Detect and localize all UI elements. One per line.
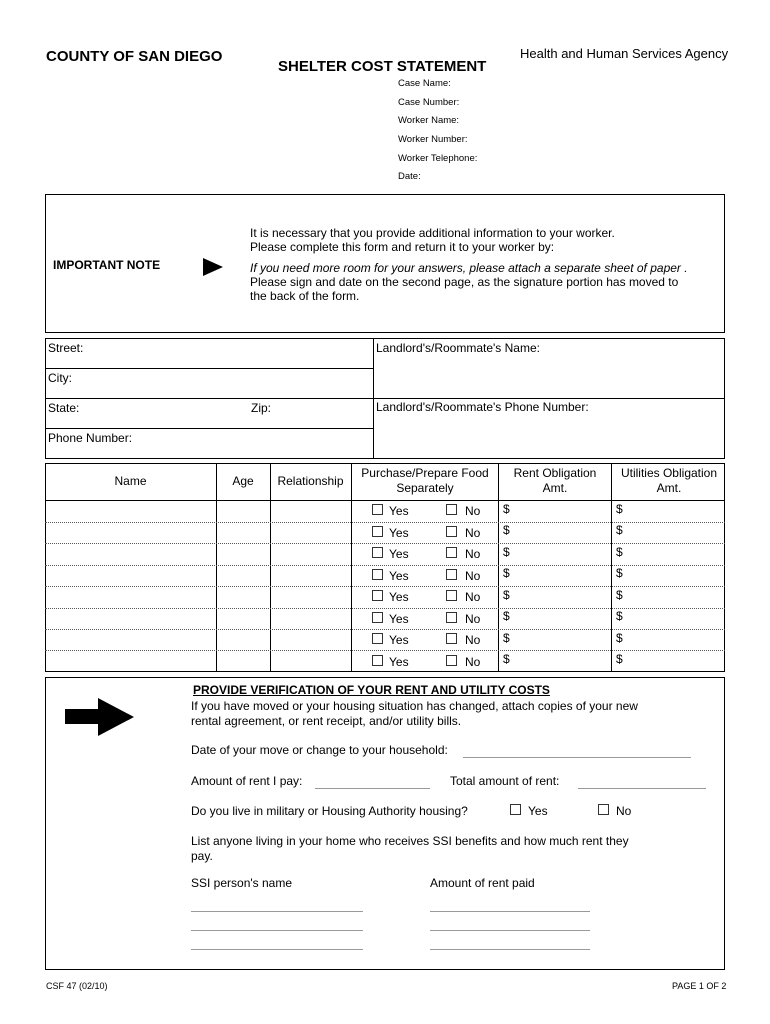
rent-pay-label: Amount of rent I pay:: [191, 774, 303, 788]
total-rent-input[interactable]: [578, 788, 706, 789]
worker-telephone-field[interactable]: Worker Telephone:: [398, 153, 478, 164]
utilities-amount-field[interactable]: $: [616, 609, 623, 623]
utilities-amount-field[interactable]: $: [616, 566, 623, 580]
right-arrow-head-icon: [98, 698, 134, 736]
form-id: CSF 47 (02/10): [46, 981, 108, 991]
note-line-1: It is necessary that you provide additional information to your worker.: [250, 226, 615, 240]
rent-amount-field[interactable]: $: [503, 631, 510, 645]
ssi-name-header: SSI person's name: [191, 876, 293, 890]
ssi-name-input[interactable]: [191, 930, 363, 931]
yes-label: Yes: [389, 569, 409, 583]
ssi-rent-input[interactable]: [430, 949, 590, 950]
landlord-phone-field[interactable]: Landlord's/Roommate's Phone Number:: [376, 400, 589, 414]
important-note-text: [250, 226, 690, 303]
food-yes-checkbox[interactable]: [372, 569, 383, 580]
worker-name-field[interactable]: Worker Name:: [398, 115, 460, 126]
utilities-amount-field[interactable]: $: [616, 545, 623, 559]
yes-label: Yes: [389, 504, 409, 518]
total-rent-label: Total amount of rent:: [450, 774, 560, 788]
rent-amount-field[interactable]: $: [503, 652, 510, 666]
utilities-amount-field[interactable]: $: [616, 588, 623, 602]
note-rest: Please sign and date on the second page, as the signature portion has moved to the back of the form.: [250, 275, 679, 303]
food-no-checkbox[interactable]: [446, 526, 457, 537]
rent-amount-field[interactable]: $: [503, 502, 510, 516]
food-yes-checkbox[interactable]: [372, 504, 383, 515]
verification-line-2: rental agreement, or rent receipt, and/or utility bills.: [191, 714, 462, 728]
zip-field[interactable]: Zip:: [251, 401, 272, 415]
no-label: No: [465, 526, 481, 540]
date-field[interactable]: Date:: [398, 171, 421, 182]
no-label: No: [465, 547, 481, 561]
no-label: No: [465, 633, 481, 647]
military-housing-label: Do you live in military or Housing Authority housing?: [191, 804, 468, 818]
military-yes-checkbox[interactable]: [510, 804, 521, 815]
yes-label: Yes: [389, 526, 409, 540]
yes-label: Yes: [389, 612, 409, 626]
rent-amount-field[interactable]: $: [503, 609, 510, 623]
note-line-2: Please complete this form and return it to your worker by:: [250, 240, 555, 254]
col-header-utilities: Utilities Obligation Amt.: [620, 466, 718, 495]
food-no-checkbox[interactable]: [446, 590, 457, 601]
page-number: PAGE 1 OF 2: [672, 981, 727, 991]
rent-pay-input[interactable]: [315, 788, 430, 789]
no-label: No: [465, 569, 481, 583]
col-header-relationship: Relationship: [277, 474, 344, 488]
military-no-label: No: [616, 804, 632, 818]
food-no-checkbox[interactable]: [446, 569, 457, 580]
rent-amount-field[interactable]: $: [503, 523, 510, 537]
col-header-rent: Rent Obligation Amt.: [513, 466, 597, 495]
agency-name: Health and Human Services Agency: [520, 46, 729, 61]
food-no-checkbox[interactable]: [446, 547, 457, 558]
case-name-field[interactable]: Case Name:: [398, 78, 451, 89]
food-no-checkbox[interactable]: [446, 655, 457, 666]
state-field[interactable]: State:: [48, 401, 80, 415]
worker-number-field[interactable]: Worker Number:: [398, 134, 468, 145]
phone-number-field[interactable]: Phone Number:: [48, 431, 133, 445]
col-header-age: Age: [232, 474, 254, 488]
yes-label: Yes: [389, 547, 409, 561]
food-yes-checkbox[interactable]: [372, 526, 383, 537]
utilities-amount-field[interactable]: $: [616, 502, 623, 516]
no-label: No: [465, 590, 481, 604]
landlord-name-field[interactable]: Landlord's/Roommate's Name:: [376, 341, 540, 355]
col-header-name: Name: [114, 474, 147, 488]
food-no-checkbox[interactable]: [446, 612, 457, 623]
ssi-rent-input[interactable]: [430, 911, 590, 912]
food-yes-checkbox[interactable]: [372, 655, 383, 666]
military-no-checkbox[interactable]: [598, 804, 609, 815]
ssi-rent-input[interactable]: [430, 930, 590, 931]
triangle-arrow-icon: [203, 258, 223, 276]
food-no-checkbox[interactable]: [446, 504, 457, 515]
ssi-name-input[interactable]: [191, 911, 363, 912]
no-label: No: [465, 504, 481, 518]
utilities-amount-field[interactable]: $: [616, 523, 623, 537]
move-date-input[interactable]: [463, 757, 691, 758]
note-italic: If you need more room for your answers, please attach a separate sheet of paper .: [250, 261, 688, 275]
food-no-checkbox[interactable]: [446, 633, 457, 644]
col-header-food: Purchase/Prepare Food Separately: [361, 466, 489, 495]
yes-label: Yes: [389, 655, 409, 669]
rent-amount-field[interactable]: $: [503, 566, 510, 580]
no-label: No: [465, 612, 481, 626]
case-number-field[interactable]: Case Number:: [398, 97, 460, 108]
food-yes-checkbox[interactable]: [372, 590, 383, 601]
food-yes-checkbox[interactable]: [372, 633, 383, 644]
rent-amount-field[interactable]: $: [503, 545, 510, 559]
yes-label: Yes: [389, 633, 409, 647]
utilities-amount-field[interactable]: $: [616, 652, 623, 666]
important-note-label: IMPORTANT NOTE: [53, 258, 161, 272]
city-field[interactable]: City:: [48, 371, 72, 385]
ssi-rent-header: Amount of rent paid: [430, 876, 535, 890]
verification-line-1: If you have moved or your housing situation has changed, attach copies of your new: [191, 699, 638, 713]
ssi-line-1: List anyone living in your home who receives SSI benefits and how much rent they: [191, 834, 629, 848]
move-date-label: Date of your move or change to your household:: [191, 743, 448, 757]
ssi-line-2: pay.: [191, 849, 213, 863]
rent-amount-field[interactable]: $: [503, 588, 510, 602]
no-label: No: [465, 655, 481, 669]
street-field[interactable]: Street:: [48, 341, 84, 355]
food-yes-checkbox[interactable]: [372, 612, 383, 623]
county-name: COUNTY OF SAN DIEGO: [46, 48, 223, 65]
form-title: SHELTER COST STATEMENT: [278, 58, 487, 75]
yes-label: Yes: [389, 590, 409, 604]
utilities-amount-field[interactable]: $: [616, 631, 623, 645]
food-yes-checkbox[interactable]: [372, 547, 383, 558]
verification-title: PROVIDE VERIFICATION OF YOUR RENT AND UTILITY COSTS: [193, 683, 550, 697]
ssi-name-input[interactable]: [191, 949, 363, 950]
military-yes-label: Yes: [528, 804, 548, 818]
